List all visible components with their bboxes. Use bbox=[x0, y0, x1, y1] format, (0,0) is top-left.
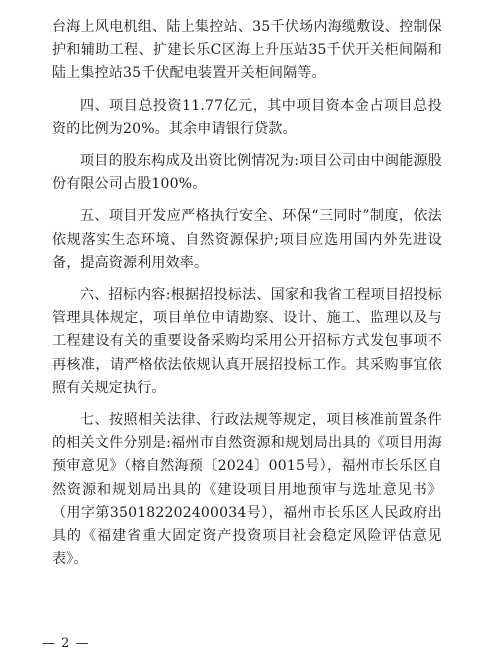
paragraph-total-investment: 四、项目总投资11.77亿元，其中项目资本金占项目总投资的比例为20%。其余申请银行贷款。 bbox=[52, 97, 442, 137]
document-body bbox=[52, 16, 442, 580]
paragraph-safety-environment: 五、项目开发应严格执行安全、环保“三同时”制度，依法依规落实生态环境、自然资源保护;项目应选用国内外先进设备，提高资源利用效率。 bbox=[52, 208, 442, 271]
paragraph-shareholder-structure: 项目的股东构成及出资比例情况为:项目公司由中闽能源股份有限公司占股100%。 bbox=[52, 153, 442, 193]
paragraph-bidding-content: 六、招标内容:根据招投标法、国家和我省工程项目招投标管理具体规定，项目单位申请勘察、设计、施工、监理以及与工程建设有关的重要设备采购均采用公开招标方式发包事项不再核准，请严格依法依规认真开展招投标工作。其采购事宜依照有关规定执行。 bbox=[52, 287, 442, 396]
paragraph-construction-scope: 台海上风电机组、陆上集控站、35千伏场内海缆敷设、控制保护和辅助工程、扩建长乐C区海上升压站35千伏开关柜间隔和陆上集控站35千伏配电装置开关柜间隔等。 bbox=[52, 19, 442, 82]
page-number: — 2 — bbox=[42, 636, 90, 651]
paragraph-preconditions: 七、按照相关法律、行政法规等规定，项目核准前置条件的相关文件分别是:福州市自然资源和规划局出具的《项目用海预审意见》（榕自然海预〔2024〕0015号），福州市长乐区自然资源和规划局出具的《建设项目用地预审与选址意见书》（用字第350182202400034号），福州市长乐区人民政府出具的《福建省重大固定资产投资项目社会稳定风险评估意见表》。 bbox=[52, 412, 442, 568]
